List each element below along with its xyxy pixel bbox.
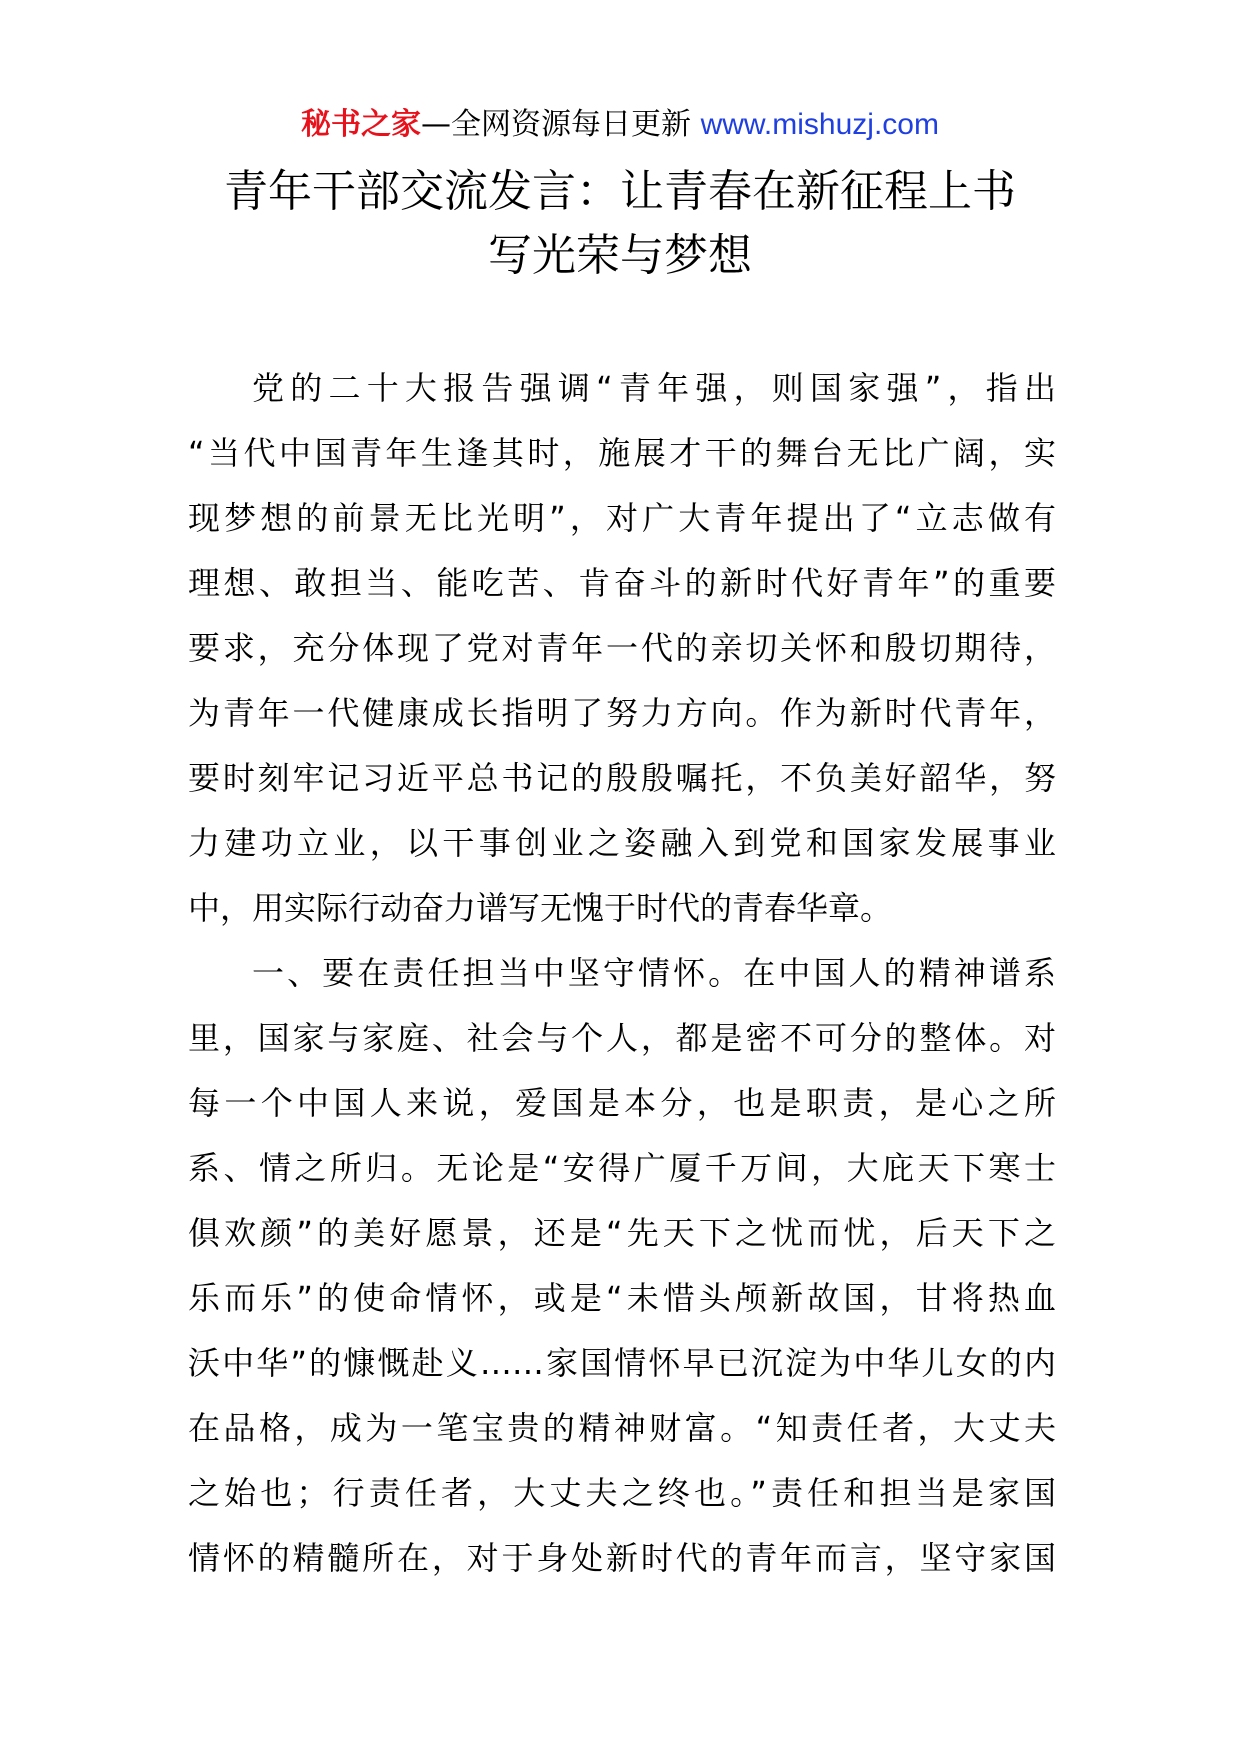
document-title	[188, 160, 1052, 288]
site-watermark-header	[0, 104, 1240, 146]
body-line: 要求，充分体现了党对青年一代的亲切关怀和殷切期待，	[188, 629, 1056, 667]
body-line: 要时刻牢记习近平总书记的殷殷嘱托，不负美好韶华，努	[188, 759, 1056, 797]
document-title-line-2: 写光荣与梦想	[488, 230, 752, 281]
body-line: 一、要在责任担当中坚守情怀。在中国人的精神谱系	[252, 954, 1056, 992]
brand-tagline: —全网资源每日更新	[421, 107, 692, 142]
body-line: 力建功立业，以干事创业之姿融入到党和国家发展事业	[188, 824, 1056, 862]
body-line: “当代中国青年生逢其时，施展才干的舞台无比广阔，实	[188, 434, 1056, 472]
body-line: 中，用实际行动奋力谱写无愧于时代的青春华章。	[188, 889, 893, 927]
document-body	[188, 356, 1056, 1591]
brand-name: 秘书之家	[301, 107, 422, 142]
body-line: 党的二十大报告强调“青年强，则国家强”，指出	[252, 369, 1056, 407]
body-line: 理想、敢担当、能吃苦、肯奋斗的新时代好青年”的重要	[188, 564, 1056, 602]
body-line: 为青年一代健康成长指明了努力方向。作为新时代青年，	[188, 694, 1056, 732]
body-line: 每一个中国人来说，爱国是本分，也是职责，是心之所	[188, 1084, 1056, 1122]
body-line: 俱欢颜”的美好愿景，还是“先天下之忧而忧，后天下之	[188, 1214, 1056, 1252]
body-line: 现梦想的前景无比光明”，对广大青年提出了“立志做有	[188, 499, 1056, 537]
site-url: www.mishuzj.com	[700, 108, 939, 141]
body-line: 情怀的精髓所在，对于身处新时代的青年而言，坚守家国	[188, 1539, 1056, 1577]
body-line: 里，国家与家庭、社会与个人，都是密不可分的整体。对	[188, 1019, 1056, 1057]
body-line: 在品格，成为一笔宝贵的精神财富。“知责任者，大丈夫	[188, 1409, 1056, 1447]
document-title-line-1: 青年干部交流发言：让青春在新征程上书	[224, 166, 1016, 217]
body-line: 沃中华”的慷慨赴义……家国情怀早已沉淀为中华儿女的内	[188, 1344, 1056, 1382]
body-line: 系、情之所归。无论是“安得广厦千万间，大庇天下寒士	[188, 1149, 1056, 1187]
body-line: 之始也；行责任者，大丈夫之终也。”责任和担当是家国	[188, 1474, 1056, 1512]
body-line: 乐而乐”的使命情怀，或是“未惜头颅新故国，甘将热血	[188, 1279, 1056, 1317]
